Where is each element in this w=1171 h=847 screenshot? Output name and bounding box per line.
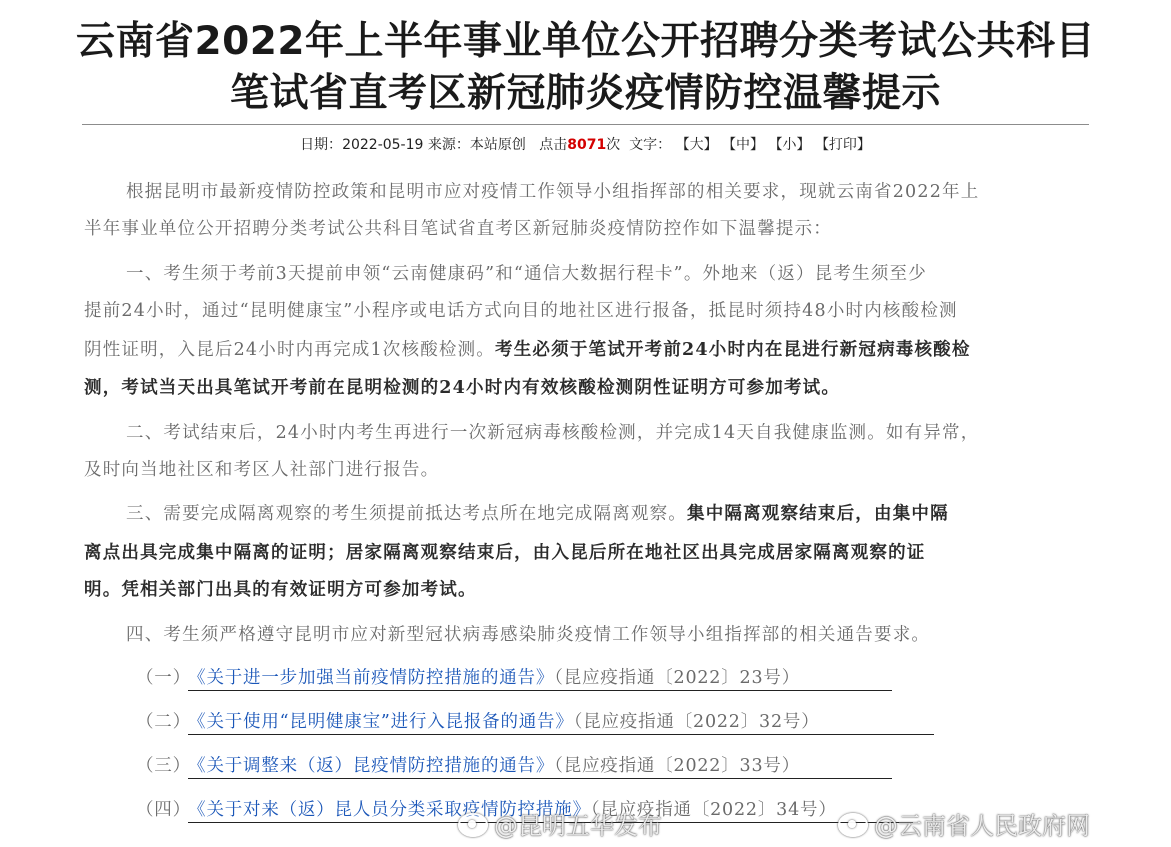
- article-meta-bar: [0, 134, 1171, 154]
- notice-ref: （昆应疫指通〔2022〕23号）: [554, 668, 801, 688]
- para1-line-4-bold: 测，考试当天出具笔试开考前在昆明检测的24小时内有效核酸检测阴性证明方可参加考试。: [84, 378, 841, 398]
- notice-underline: [188, 734, 934, 735]
- notice-item-3[interactable]: [136, 752, 800, 777]
- notice-number: （二）: [136, 712, 191, 732]
- notice-link[interactable]: 《关于使用“昆明健康宝”进行入昆报备的通告》: [196, 712, 574, 732]
- para1-line-3-bold: 考生必须于笔试开考前24小时内在昆进行新冠病毒核酸检: [495, 340, 971, 360]
- font-large-button[interactable]: 【大】: [675, 137, 718, 153]
- date-label: 日期：: [300, 137, 343, 153]
- para1-line-2: 提前24小时，通过“昆明健康宝”小程序或电话方式向目的地社区进行报备，抵昆时须持48小时内核酸检测: [84, 301, 958, 321]
- print-button[interactable]: 【打印】: [814, 137, 871, 153]
- notice-item-1[interactable]: [136, 664, 800, 689]
- para1-line-1: 一、考生须于考前3天提前申领“云南健康码”和“通信大数据行程卡”。外地来（返）昆考生须至少: [126, 264, 927, 284]
- notice-link[interactable]: 《关于调整来（返）昆疫情防控措施的通告》: [196, 756, 555, 776]
- article-title-line-1: 云南省2022年上半年事业单位公开招聘分类考试公共科目: [75, 19, 1096, 64]
- para3-line-2-bold: 离点出具完成集中隔离的证明；居家隔离观察结束后，由入昆后所在地社区出具完成居家隔离观察的证: [84, 543, 926, 563]
- notice-number: （四）: [136, 800, 191, 820]
- para3-line-2: [84, 539, 926, 564]
- para2-line-1: 二、考试结束后，24小时内考生再进行一次新冠病毒核酸检测，并完成14天自我健康监测。如有异常，: [126, 423, 980, 443]
- notice-link[interactable]: 《关于对来（返）昆人员分类采取疫情防控措施》: [196, 800, 591, 820]
- para1-line-4: [84, 374, 840, 399]
- title-divider: [82, 124, 1089, 125]
- watermark-right-text: @云南省人民政府网: [874, 812, 1090, 840]
- font-medium-button[interactable]: 【中】: [722, 137, 765, 153]
- intro-line-2: 半年事业单位公开招聘分类考试公共科目笔试省直考区新冠肺炎疫情防控作如下温馨提示：: [84, 219, 832, 239]
- weibo-eye-icon: [838, 813, 868, 837]
- weibo-watermark-right: [838, 806, 1090, 841]
- intro-line-1: 根据昆明市最新疫情防控政策和昆明市应对疫情工作领导小组指挥部的相关要求，现就云南省2022年上: [126, 182, 980, 202]
- para3-line-1-normal: 三、需要完成隔离观察的考生须提前抵达考点所在地完成隔离观察。: [126, 504, 687, 524]
- notice-underline: [188, 690, 892, 691]
- notice-ref: （昆应疫指通〔2022〕33号）: [554, 756, 801, 776]
- clicks-label: 点击: [539, 137, 568, 153]
- para1-line-3: [84, 336, 971, 361]
- click-count: 8071: [567, 137, 607, 153]
- clicks-unit: 次: [606, 137, 621, 153]
- publish-date: 2022-05-19: [342, 137, 424, 153]
- para3-line-3-bold: 明。凭相关部门出具的有效证明方可参加考试。: [84, 580, 477, 600]
- para3-line-1: [126, 500, 949, 525]
- font-small-button[interactable]: 【小】: [768, 137, 811, 153]
- source-value: 本站原创: [469, 137, 526, 153]
- para1-line-3-normal: 阴性证明，入昆后24小时内再完成1次核酸检测。: [84, 340, 496, 360]
- notice-ref: （昆应疫指通〔2022〕32号）: [573, 712, 820, 732]
- font-size-label: 文字：: [629, 137, 672, 153]
- notice-link[interactable]: 《关于进一步加强当前疫情防控措施的通告》: [196, 668, 555, 688]
- notice-number: （三）: [136, 756, 191, 776]
- article-title-line-2: 笔试省直考区新冠肺炎疫情防控温馨提示: [229, 71, 941, 116]
- notice-underline: [188, 778, 892, 779]
- para2-line-2: 及时向当地社区和考区人社部门进行报告。: [84, 460, 440, 480]
- para4-line-1: 四、考生须严格遵守昆明市应对新型冠状病毒感染肺炎疫情工作领导小组指挥部的相关通告要求。: [126, 625, 931, 645]
- notice-item-2[interactable]: [136, 708, 820, 733]
- watermark-left-text: @昆明五华发布: [494, 812, 662, 840]
- para3-line-3: [84, 576, 477, 601]
- weibo-eye-icon: [458, 813, 488, 837]
- weibo-watermark-left: [458, 806, 662, 841]
- notice-ref: （昆应疫指通〔2022〕34号）: [590, 800, 837, 820]
- para3-line-1-bold: 集中隔离观察结束后，由集中隔: [687, 504, 949, 524]
- source-label: 来源：: [427, 137, 470, 153]
- notice-number: （一）: [136, 668, 191, 688]
